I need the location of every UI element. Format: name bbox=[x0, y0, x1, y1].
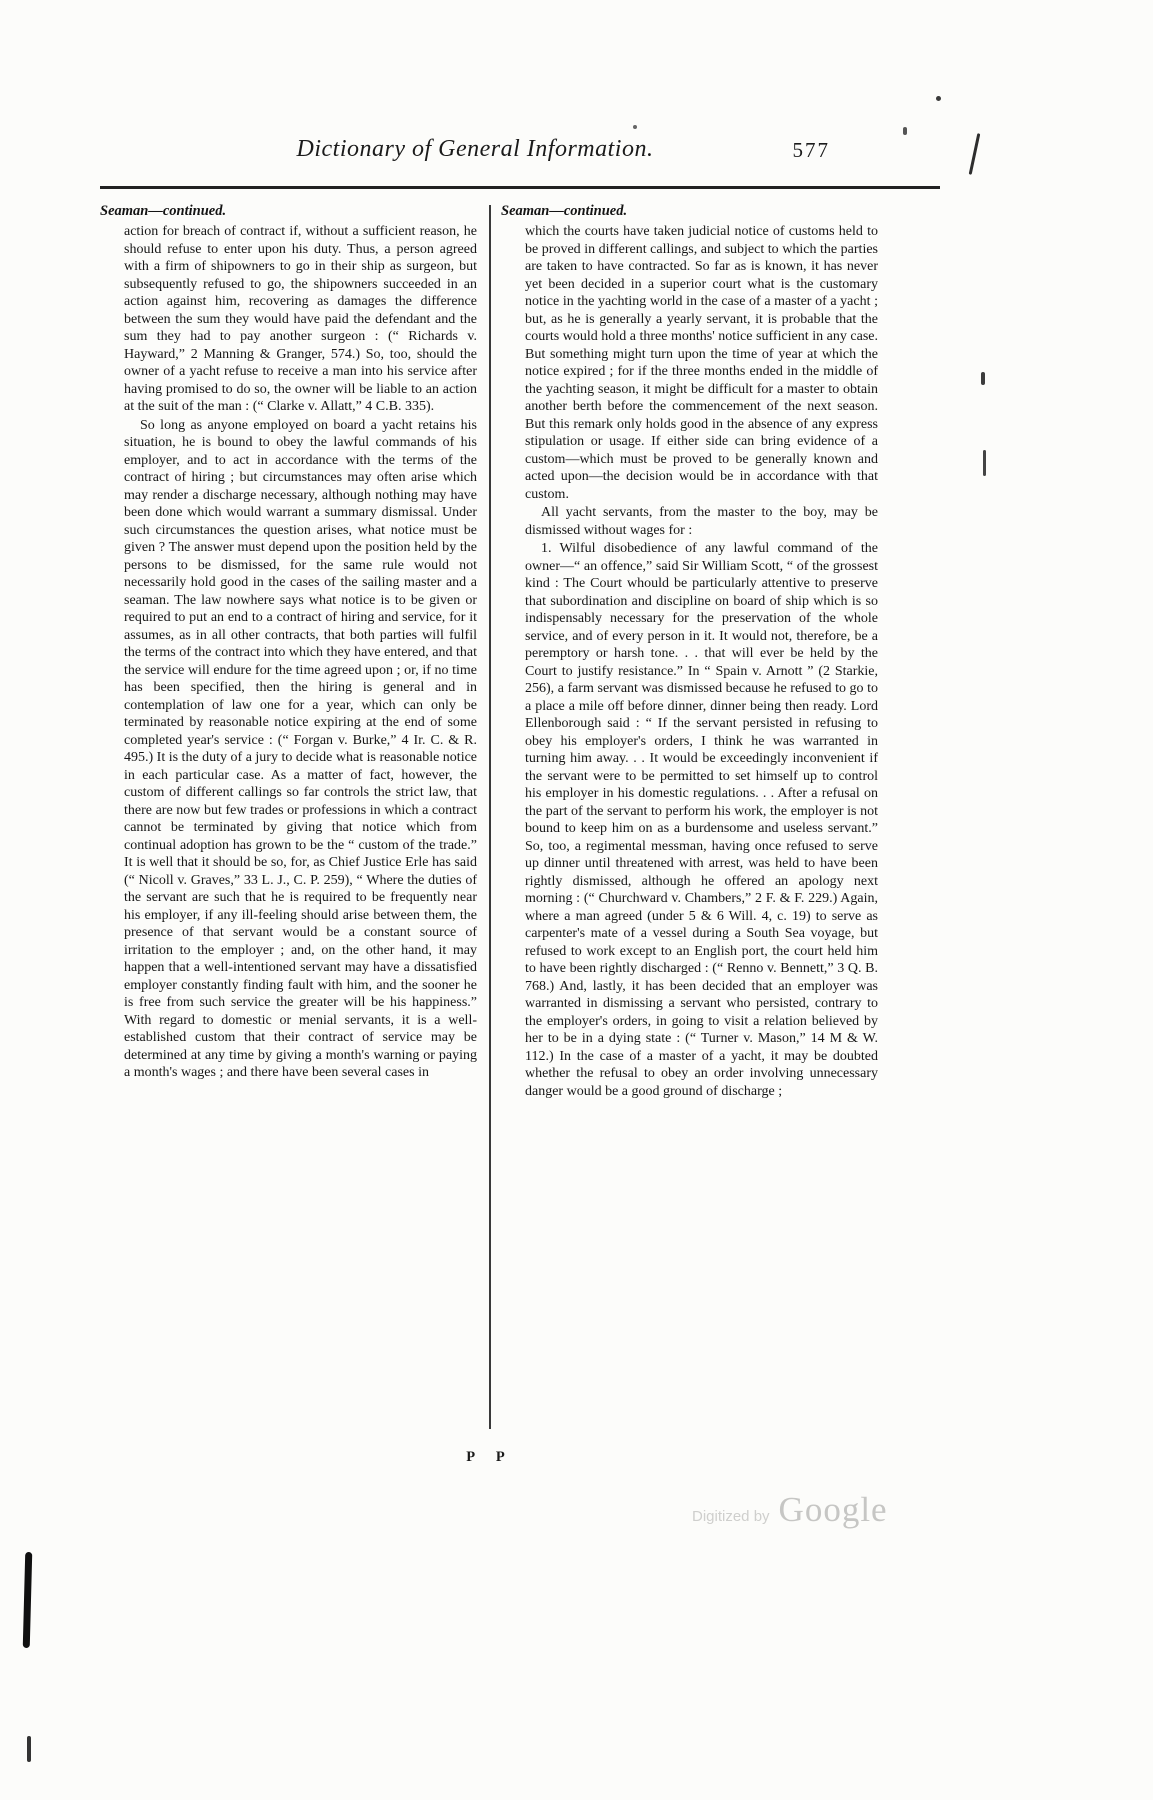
left-column bbox=[100, 203, 477, 1435]
paragraph: which the courts have taken judicial notice of customs held to be proved in different callings, and subject to which the parties are taken to have contracted. So far as is known, it has never yet been decided in a superior court what is the customary notice in the yachting world in the case of a master of a yacht ; but, as he is generally a yearly servant, it is probable that the courts would hold a three months' notice sufficient in any case. But something might turn upon the time of year at which the notice expired ; for if the three months ended in the middle of the yachting season, it might be difficult for a master to obtain another berth before the commencement of the next season. But this remark only holds good in the absence of any express stipulation or usage. If either side can bring evidence of a custom—which must be proved to be generally known and acted upon—the decision would be in accordance with that custom. bbox=[525, 224, 878, 502]
paragraph: All yacht servants, from the master to the boy, may be dismissed without wages for : bbox=[525, 505, 878, 538]
paragraph: action for breach of contract if, without a sufficient reason, he should refuse to enter upon his duty. Thus, a person agreed with a firm of shipowners to go in their ship as surgeon, but subsequently refused to go, the shipowners succeeded in an action against him, recovering as damages the difference between the sum they would have paid the defendant and the sum they had to pay another surgeon : (“ Richards v. Hayward,” 2 Manning & Granger, 574.) So, too, should the owner of a yacht refuse to receive a man into his service after having promised to do so, the owner will be liable to an action at the suit of the man : (“ Clarke v. Allatt,” 4 C.B. 335). bbox=[124, 224, 477, 414]
scan-artifact bbox=[983, 450, 986, 476]
digitized-watermark bbox=[692, 1490, 888, 1530]
left-column-text bbox=[100, 223, 477, 1082]
scan-artifact bbox=[903, 127, 907, 135]
scan-artifact bbox=[969, 133, 981, 175]
watermark-text: Digitized by bbox=[692, 1508, 770, 1525]
scan-artifact bbox=[27, 1736, 31, 1762]
page-header bbox=[100, 136, 940, 180]
scan-artifact bbox=[981, 372, 985, 385]
scan-artifact bbox=[23, 1552, 33, 1648]
google-logo: Google bbox=[778, 1490, 888, 1529]
text-columns bbox=[100, 203, 940, 1435]
paragraph: So long as anyone employed on board a yacht retains his situation, he is bound to obey the lawful commands of his employer, and to act in accordance with the terms of the contract of hiring ; but circumstances may often arise which may render a discharge necessary, although nothing may have been done which would warrant a summary dismissal. Under such circumstances the question arises, what notice must be given ? The answer must depend upon the position held by the persons to be dismissed, for the same rule would not necessarily hold good in the cases of the sailing master and a seaman. The law nowhere says what notice is to be given or required to put an end to a contract of hiring and service, for it assumes, as in all other contracts, that both parties will fulfil the terms of the contract into which they have entered, and that the service will endure for the time agreed upon ; or, if no time has been specified, then the hiring is general and in contemplation of law one for a year, which can only be terminated by reasonable notice expiring at the end of some completed year's service : (“ Forgan v. Burke,” 4 Ir. C. & R. 495.) It is the duty of a jury to decide what is reasonable notice in each particular case. As a matter of fact, however, the custom of different callings so far controls the strict law, that there are now but few trades or professions in which a contract cannot be terminated by giving that notice which from continual adoption has grown to be the “ custom of the trade.” It is well that it should be so, for, as Chief Justice Erle has said (“ Nicoll v. Graves,” 33 L. J., C. P. 259), “ Where the duties of the servant are such that he is required to be frequently near his employer, if any ill-feeling should arise between them, the presence of that servant would be a constant source of irritation to the employer ; and, on the other hand, it may happen that a well-intentioned servant may have a dissatisfied employer constantly finding fault with him, and the sooner he is free from such service the greater will be his happiness.” With regard to domestic or menial servants, it is a well-established custom that their contract of service may be determined at any time by giving a month's warning or paying a month's wages ; and there have been several cases in bbox=[124, 417, 478, 1080]
right-column bbox=[501, 203, 878, 1435]
scan-artifact bbox=[633, 125, 637, 129]
printer-signature: P P bbox=[466, 1449, 514, 1465]
page-content bbox=[100, 136, 940, 1466]
header-rule bbox=[100, 186, 940, 189]
column-divider bbox=[489, 205, 491, 1429]
running-title: Dictionary of General Information. bbox=[296, 136, 654, 162]
paragraph: 1. Wilful disobedience of any lawful command of the owner—“ an offence,” said Sir William Scott, “ of the grossest kind : The Court whould be particularly attentive to preserve that subordination and discipline on board of ship which is so indispensably necessary for the preservation of the whole service, and of every person in it. It would not, therefore, be a peremptory or harsh tone. . . that will ever be held by the Court to justify resistance.” In “ Spain v. Arnott ” (2 Starkie, 256), a farm servant was dismissed because he refused to go to a place a mile off before dinner, dinner being then ready. Lord Ellenborough said : “ If the servant persisted in refusing to obey his employer's orders, I think he was warranted in turning him away. . . It would be exceedingly inconvenient if the servant were to be permitted to set himself up to control his employer in his domestic regulations. . . After a refusal on the part of the servant to perform his work, the employer is not bound to keep him on as a burdensome and useless servant.” So, too, a regimental messman, having once refused to serve up dinner until threatened with arrest, was held to have been rightly dismissed, although he offered an apology next morning : (“ Churchward v. Chambers,” 2 F. & F. 229.) Again, where a man agreed (under 5 & 6 Will. 4, c. 19) to serve as carpenter's mate of a vessel during a South Sea voyage, but refused to work except to an English port, the court held him to have been rightly discharged : (“ Renno v. Bennett,” 3 Q. B. 768.) And, lastly, it has been decided that an employer was warranted in dismissing a servant who persisted, contrary to the employer's orders, in going to visit a relation believed by her to be in a dying state : (“ Turner v. Mason,” 14 M & W. 112.) In the case of a master of a yacht, it may be doubted whether the refusal to obey an order involving unnecessary danger would be a good ground of discharge ; bbox=[525, 541, 878, 1099]
right-column-text bbox=[501, 223, 878, 1100]
page-number: 577 bbox=[792, 138, 830, 162]
scan-artifact bbox=[936, 96, 941, 101]
entry-heading-left: Seaman—continued. bbox=[100, 203, 227, 219]
entry-heading-right: Seaman—continued. bbox=[501, 203, 628, 219]
